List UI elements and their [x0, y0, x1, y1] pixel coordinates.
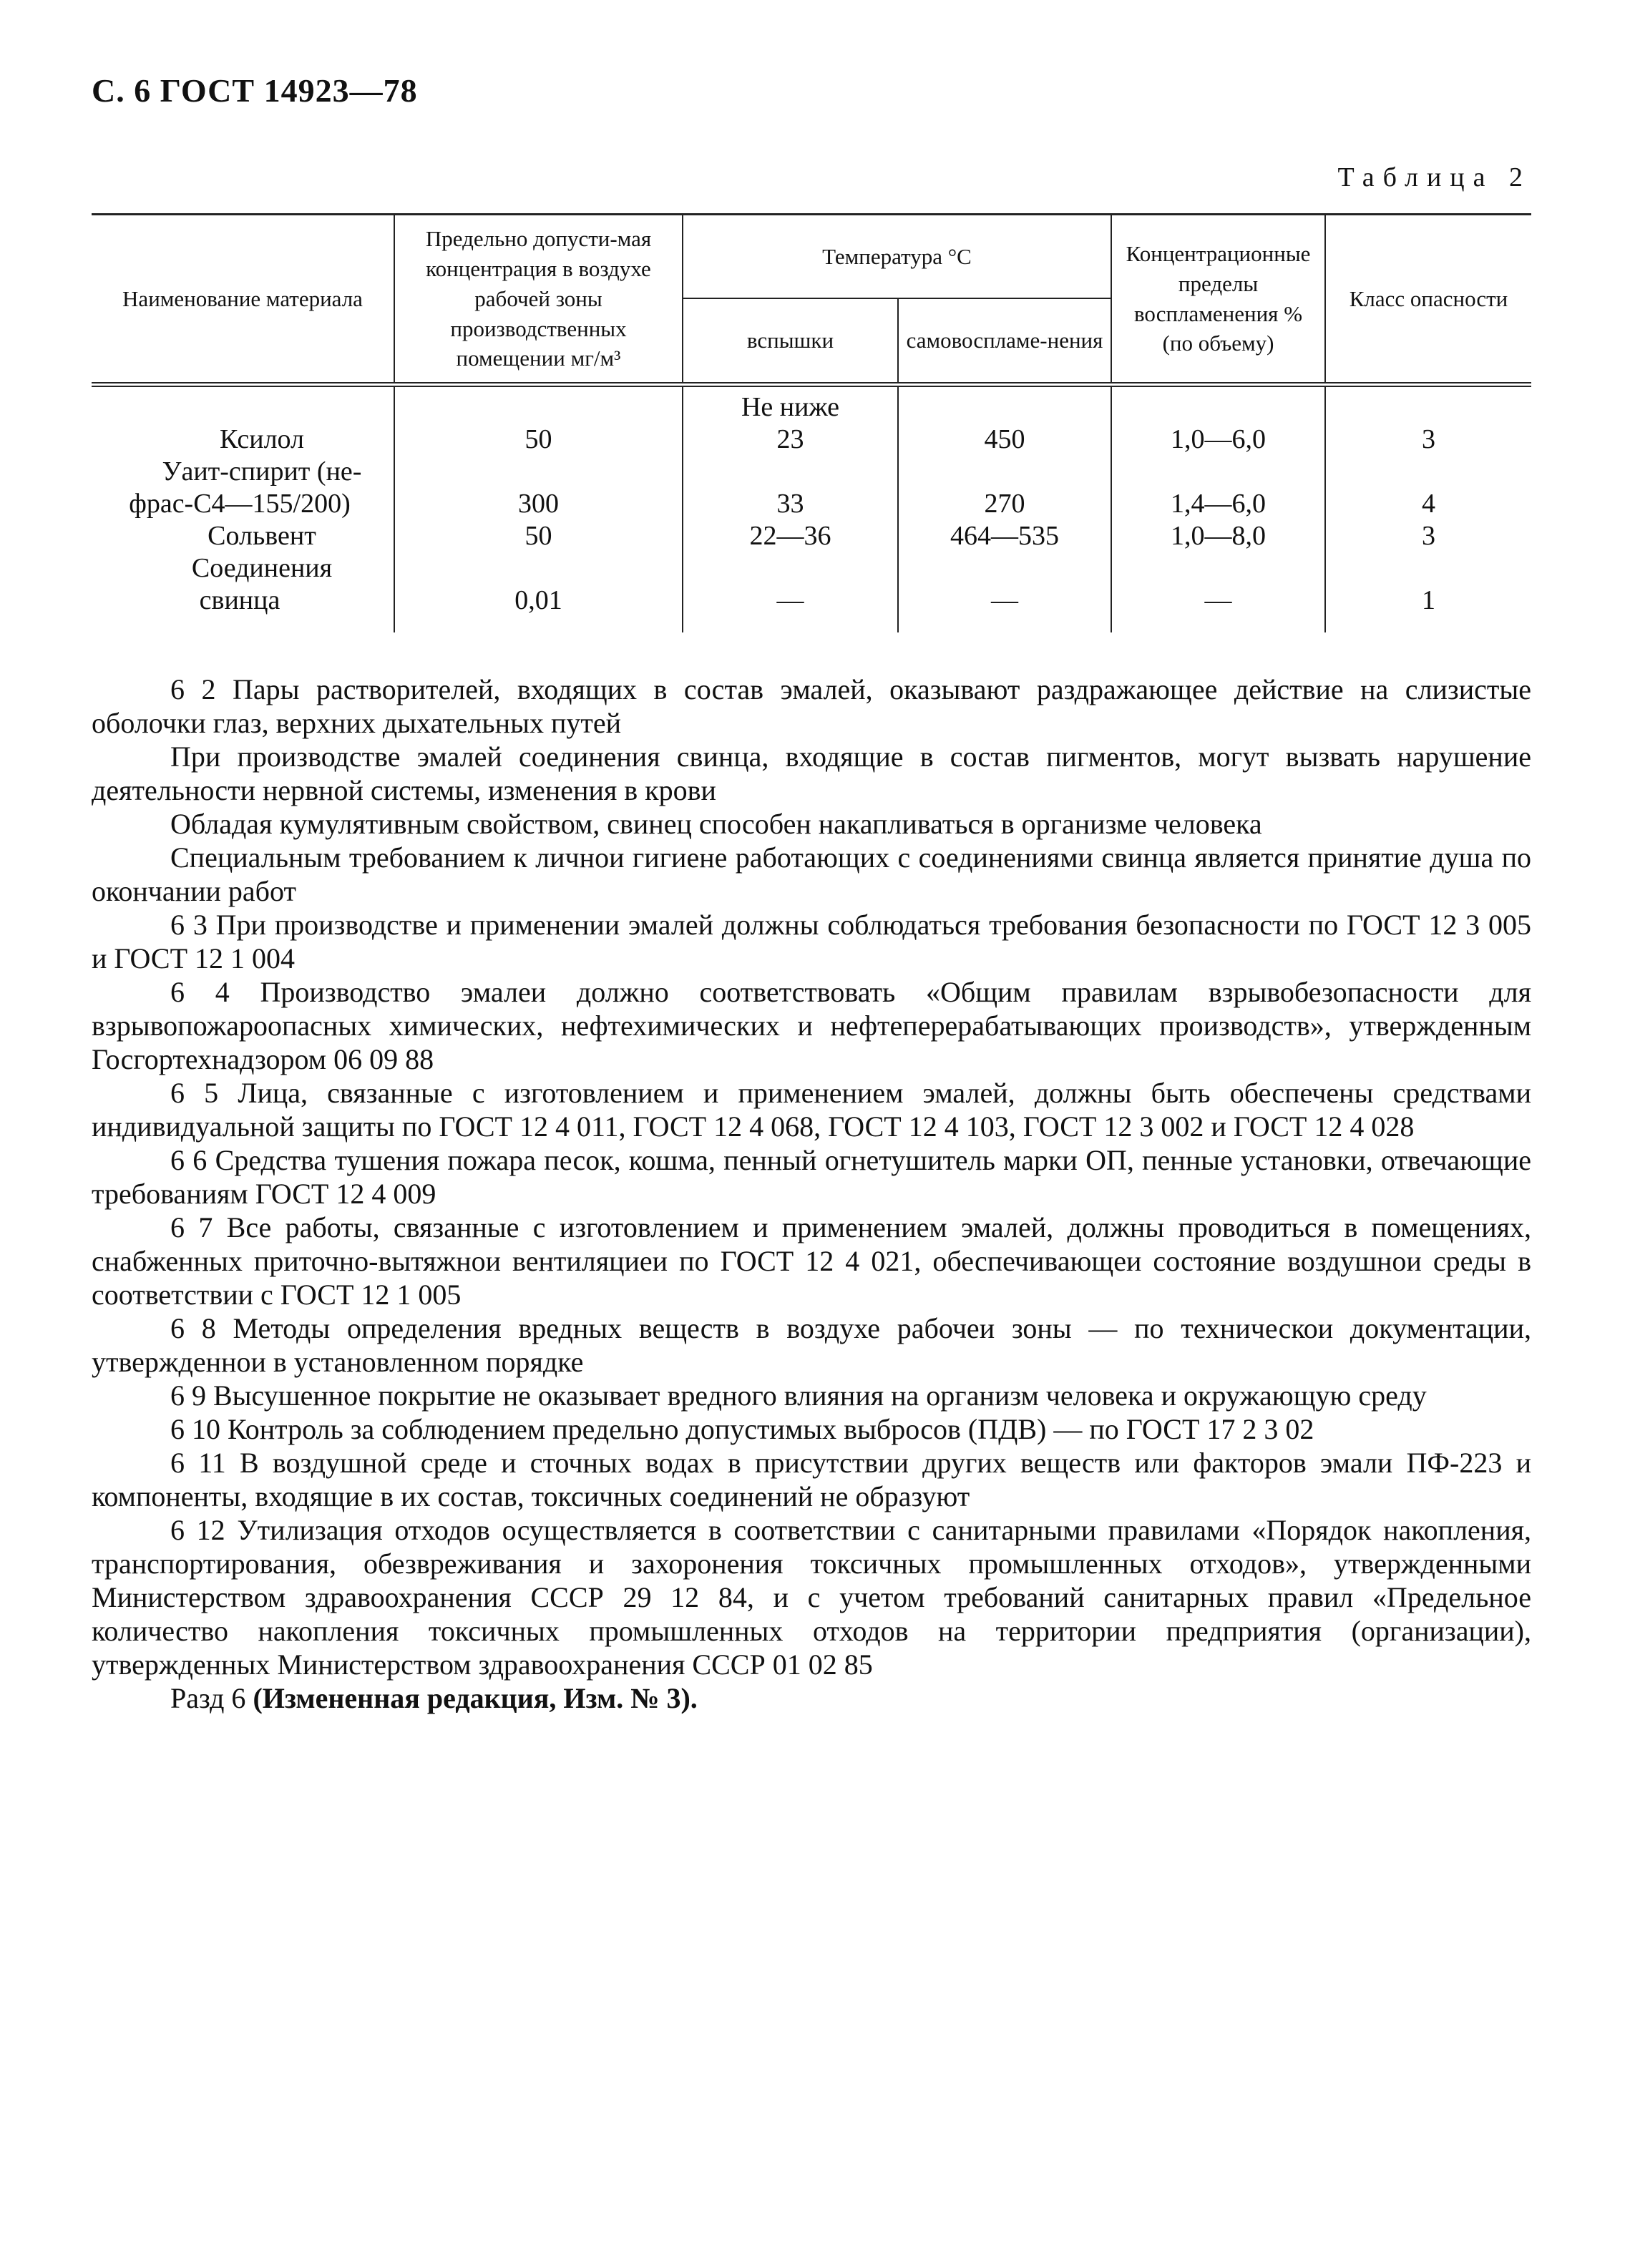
table-row [92, 385, 1531, 633]
paragraph: Обладая кумулятивным свойством, свинец способен накапливаться в организме человека [170, 808, 1262, 840]
flash-point-value: 22—36 [749, 521, 831, 552]
ignition-limits-cell [1111, 385, 1325, 633]
ignition-limits-value: 1,0—8,0 [1171, 521, 1267, 552]
max-concentration-cell [394, 385, 683, 633]
hazard-table [92, 213, 1531, 632]
ignition-limits-value: 1,0—6,0 [1171, 424, 1267, 455]
header-material-name: Наименование материала [92, 215, 394, 385]
paragraph-6-9: 6 9 Высушенное покрытие не оказывает вредного влияния на организм человека и окружающую среду [170, 1379, 1427, 1412]
header-hazard-class: Класс опасности [1325, 215, 1531, 385]
hazard-class-value: 3 [1422, 521, 1436, 552]
paragraph: При производстве эмалей соединения свинца, входящие в состав пигментов, могут вызвать нарушение деятельности нервной системы, изменения в крови [92, 740, 1531, 806]
paragraph: Специальным требованием к личнои гигиене работающих с соединениями свинца является принятие душа по окончании работ [92, 841, 1531, 907]
material-name: свинца [199, 585, 280, 616]
max-concentration-value: 50 [524, 521, 552, 552]
max-concentration-value: 300 [518, 489, 559, 519]
material-name: фрас-С4—155/200) [129, 489, 351, 519]
autoignition-value: 450 [984, 424, 1025, 455]
paragraph-6-4: 6 4 Производство эмалеи должно соответствовать «Общим правилам взрывобезопасности для взрывопожароопасных химических, нефтехимических и нефтеперерабатывающих производств», утвержденным Госгортехнадзором 06 09 88 [92, 976, 1531, 1075]
ignition-limits-value: 1,4—6,0 [1171, 489, 1267, 519]
material-name: Уаит-спирит (не- [162, 456, 362, 487]
amendment-note [92, 1681, 1531, 1715]
flash-point-cell [683, 385, 898, 633]
flash-point-value: 23 [776, 424, 804, 455]
amendment-bold-text: (Измененная редакция, Изм. № 3). [253, 1682, 698, 1714]
paragraph-6-5: 6 5 Лица, связанные с изготовлением и применением эмалей, должны быть обеспечены средствами индивидуальной защиты по ГОСТ 12 4 011, ГОСТ 12 4 068, ГОСТ 12 4 103, ГОСТ 12 3 002 и ГОСТ 12 4 028 [92, 1077, 1531, 1143]
max-concentration-value: 50 [524, 424, 552, 455]
paragraph-6-8: 6 8 Методы определения вредных веществ в воздухе рабочеи зоны — по техническои документации, утвержденнои в установленном порядке [92, 1312, 1531, 1378]
max-concentration-value: 0,01 [514, 585, 562, 616]
header-flash-point: вспышки [683, 298, 898, 385]
header-ignition-limits: Концентрационные пределы воспламенения % (по объему) [1111, 215, 1325, 385]
section-6-text [92, 673, 1531, 1715]
flash-point-value: — [776, 585, 804, 616]
paragraph-6-10: 6 10 Контроль за соблюдением предельно допустимых выбросов (ПДВ) — по ГОСТ 17 2 3 02 [170, 1413, 1314, 1445]
header-temperature: Температура °С [683, 215, 1111, 298]
autoignition-cell [898, 385, 1111, 633]
hazard-class-value: 1 [1422, 585, 1436, 616]
paragraph-6-7: 6 7 Все работы, связанные с изготовлением и применением эмалей, должны проводиться в помещениях, снабженных приточно-вытяжнои вентиляциеи по ГОСТ 12 4 021, обеспечивающеи состояние воздушнои среды в соответствии с ГОСТ 12 1 005 [92, 1211, 1531, 1311]
paragraph-6-3: 6 3 При производстве и применении эмалей должны соблюдаться требования безопасности по ГОСТ 12 3 005 и ГОСТ 12 1 004 [92, 909, 1531, 974]
material-name-cell [92, 385, 394, 633]
material-name: Сольвент [208, 521, 316, 552]
autoignition-value: 270 [984, 489, 1025, 519]
paragraph-6-6: 6 6 Средства тушения пожара песок, кошма, пенный огнетушитель марки ОП, пенные установки, отвечающие требованиям ГОСТ 12 4 009 [92, 1144, 1531, 1210]
table-label: Таблица 2 [1337, 162, 1531, 192]
flash-point-value: 33 [776, 489, 804, 519]
material-name: Соединения [191, 553, 333, 584]
paragraph-6-11: 6 11 В воздушной среде и сточных водах в присутствии других веществ или факторов эмали ПФ-223 и компоненты, входящие в их состав, токсичных соединений не образуют [92, 1447, 1531, 1512]
autoignition-value: 464—535 [950, 521, 1059, 552]
material-name: Ксилол [219, 424, 305, 455]
hazard-class-value: 4 [1422, 489, 1436, 519]
not-below-note: Не ниже [741, 392, 840, 423]
paragraph-6-12: 6 12 Утилизация отходов осуществляется в соответствии с санитарными правилами «Порядок накопления, транспортирования, обезвреживания и захоронения токсичных промышленных отходов», утвержденными Министерством здравоохранения СССР 29 12 84, и с учетом требований санитарных правил «Предельное количество накопления токсичных промышленных отходов на территории предприятия (организации), утвержденных Министерством здравоохранения СССР 01 02 85 [92, 1514, 1531, 1681]
hazard-class-value: 3 [1422, 424, 1436, 455]
header-autoignition: самовоспламе-нения [898, 298, 1111, 385]
page-header: С. 6 ГОСТ 14923—78 [92, 72, 418, 109]
header-max-concentration: Предельно допусти-мая концентрация в воздухе рабочей зоны производственных помещении мг/м³ [394, 215, 683, 385]
ignition-limits-value: — [1204, 585, 1232, 616]
amendment-prefix: Разд 6 [170, 1682, 253, 1714]
hazard-class-cell [1325, 385, 1531, 633]
autoignition-value: — [991, 585, 1018, 616]
paragraph-6-2: 6 2 Пары растворителей, входящих в состав эмалей, оказывают раздражающее действие на слизистые оболочки глаз, верхних дыхательных путей [92, 673, 1531, 739]
